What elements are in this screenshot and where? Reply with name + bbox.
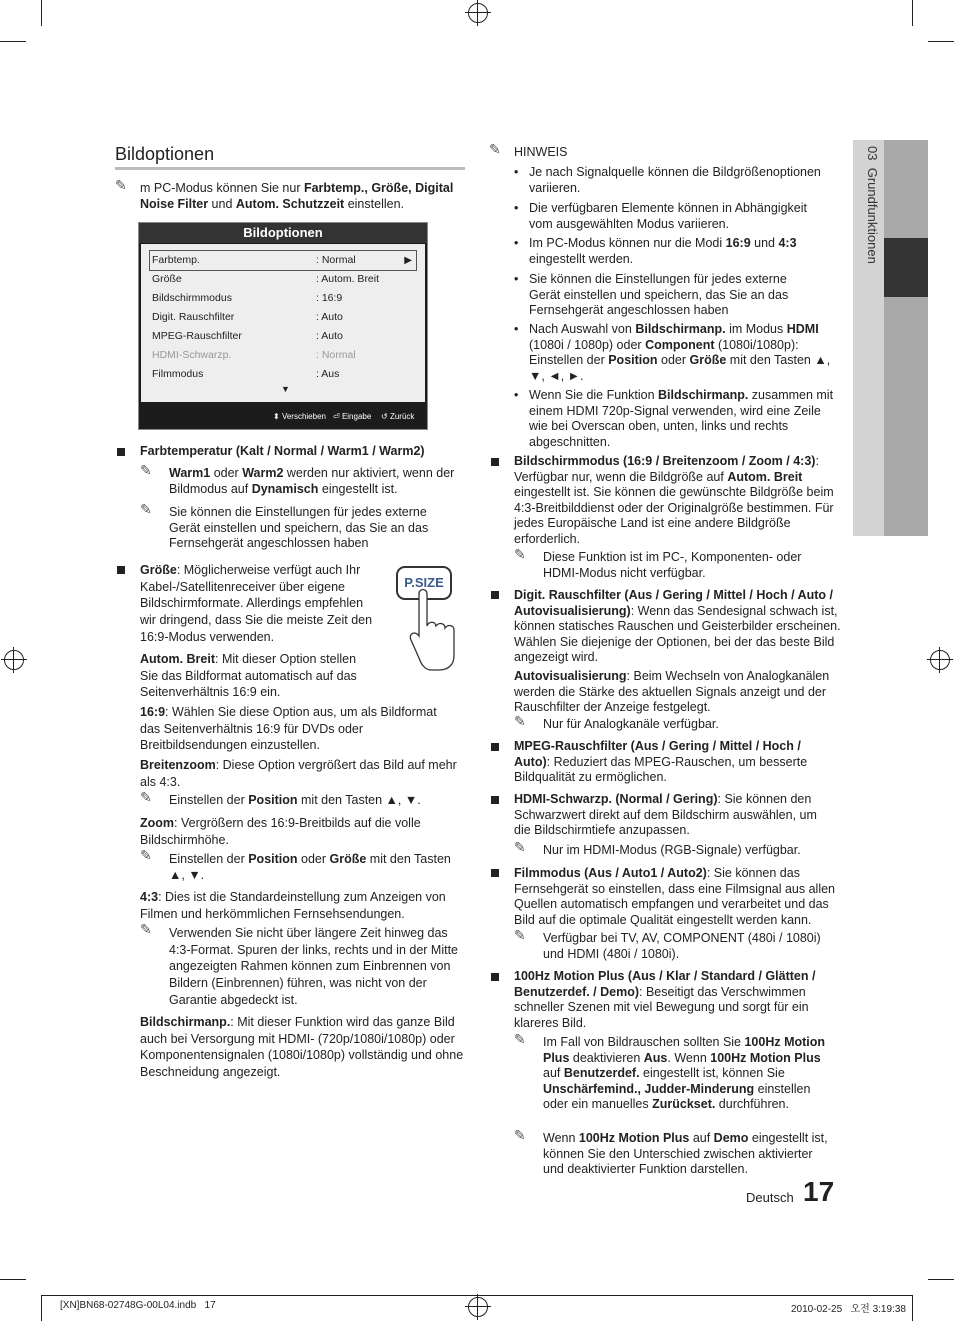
side-tab-marker [884, 140, 928, 536]
menu-item-farbtemp[interactable]: Farbtemp. : Normal ▶ [149, 250, 417, 271]
hinweis-heading: HINWEIS [514, 145, 568, 159]
bullet-square [491, 591, 499, 599]
filmmodus-note: Verfügbar bei TV, AV, COMPONENT (480i / 1080i) und HDMI (480i / 1080i). [543, 931, 821, 961]
bullet-square [491, 796, 499, 804]
side-tab-active [884, 238, 928, 297]
chapter-title: Grundfunktionen [865, 167, 880, 264]
hinweis-bullet: • [514, 388, 519, 402]
mode-43-text: 4:3: Dies ist die Standardeinstellung zum Anzeigen von Filmen und herkömmlichen Fernsehsendungen. [140, 890, 446, 921]
note-icon: ✎ [140, 921, 152, 937]
bildschirmmodus-note: Diese Funktion ist im PC-, Komponenten- oder HDMI-Modus nicht verfügbar. [543, 550, 802, 580]
crop-mark [928, 1279, 954, 1280]
menu-item-mpeg-rauschfilter[interactable]: MPEG-Rauschfilter : Auto [152, 330, 343, 342]
farbtemp-heading: Farbtemperatur (Kalt / Normal / Warm1 / Warm2) [140, 444, 425, 458]
mode-169-text: 16:9: Wählen Sie diese Option aus, um als Bildformat das Seitenverhältnis 16:9 für DVDs oder Breitbildsendungen einzustellen. [140, 705, 437, 753]
hinweis-text: Im PC-Modus können nur die Modi 16:9 und 4:3 eingestellt werden. [529, 236, 797, 266]
registration-mark-icon [4, 650, 24, 670]
bildschirmmodus-text: Bildschirmmodus (16:9 / Breitenzoom / Zoom / 4:3): Verfügbar nur, wenn die Bildgröße auf Autom. Breit eingestellt ist. Sie können die gewünschte Bildgröße beim 4:3-Breitbilddienst oder der Originalgröße bestimmen. Für jedes Europäische Land ist eine andere Bildgröße erforderlich. [514, 454, 834, 546]
note-icon: ✎ [514, 1127, 526, 1143]
menu-item-groesse[interactable]: Größe : Autom. Breit [152, 273, 380, 285]
zoom-note: Einstellen der Position oder Größe mit den Tasten ▲, ▼. [169, 852, 451, 882]
groesse-text: Größe: Möglicherweise verfügt auch Ihr Kabel-/Satellitenreceiver über eigene Bildschirmformate. Allerdings empfehlen wir dringend, dass Sie die meiste Zeit den 16:9-Modus verwenden. [140, 563, 373, 644]
note-icon: ✎ [489, 141, 501, 157]
osd-menu-footer: ⬍ Verschieben ⏎ Eingabe ↺ Zurück [273, 412, 415, 421]
hinweis-text: Sie können die Einstellungen für jedes externe Gerät einstellen und speichern, das Sie an das Fernsehgerät angeschlossen haben [529, 272, 789, 317]
hinweis-bullet: • [514, 272, 519, 286]
bullet-square [117, 566, 125, 574]
osd-menu-title: Bildoptionen [139, 223, 427, 243]
breitenzoom-note: Einstellen der Position mit den Tasten ▲, ▼. [169, 793, 421, 807]
registration-mark-icon [468, 3, 488, 23]
note-icon: ✎ [140, 847, 152, 863]
page-title: Bildoptionen [115, 144, 215, 164]
note-icon: ✎ [514, 1031, 526, 1047]
hdmi-schwarzp-note: Nur im HDMI-Modus (RGB-Signale) verfügbar. [543, 843, 801, 857]
crop-mark [41, 1295, 42, 1321]
autom-breit-text: Autom. Breit: Mit dieser Option stellen Sie das Bildformat automatisch auf das Seitenverhältnis 16:9 ein. [140, 652, 357, 700]
autovisualisierung-note: Nur für Analogkanäle verfügbar. [543, 717, 719, 731]
motion-plus-note-1: Im Fall von Bildrauschen sollten Sie 100Hz Motion Plus deaktivieren Aus. Wenn 100Hz Motion Plus auf Benutzerdef. eingestellt ist, können Sie Unschärfemind., Judder-Minderung einstellen oder ein manuelles Zurückset. durchführen. [543, 1035, 826, 1111]
psize-button-illustration [395, 566, 470, 672]
crop-mark [912, 0, 913, 26]
osd-menu [138, 222, 428, 430]
farbtemp-note-2: Sie können die Einstellungen für jedes externe Gerät einstellen und speichern, das Sie an das Fernsehgerät angeschlossen haben [169, 505, 429, 550]
crop-mark [0, 41, 26, 42]
psize-button-label: P.SIZE [396, 566, 452, 600]
bullet-square [491, 743, 499, 751]
crop-mark [41, 0, 42, 26]
arrow-right-icon: ▶ [404, 255, 412, 266]
menu-item-digit-rauschfilter[interactable]: Digit. Rauschfilter : Auto [152, 311, 343, 323]
menu-item-filmmodus[interactable]: Filmmodus : Aus [152, 368, 340, 380]
menu-item-bildschirmmodus[interactable]: Bildschirmmodus : 16:9 [152, 292, 343, 304]
hinweis-bullet: • [514, 322, 519, 336]
osd-menu-body [141, 244, 425, 402]
bullet-square [491, 458, 499, 466]
hdmi-schwarzp-text: HDMI-Schwarzp. (Normal / Gering): Sie können den Schwarzwert direkt auf dem Bildschirm auswählen, um die Bildschirmtiefe anzupassen. [514, 792, 817, 837]
crop-mark [928, 41, 954, 42]
chapter-number: 03 [865, 146, 880, 161]
hinweis-text: Wenn Sie die Funktion Bildschirmanp. zusammen mit einem HDMI 720p-Signal verwenden, wird eine Zeile wie bei Overscan oben, unten, links und rechts abgeschnitten. [529, 388, 834, 449]
crop-mark [912, 1295, 913, 1321]
page-number: 17 [803, 1176, 835, 1207]
mode-43-note: Verwenden Sie nicht über längere Zeit hinweg das 4:3-Format. Spuren der links, rechts und in der Mitte angezeigten Rahmen können zum Einbrennen von Bildern (Einbrennen) führen, was nicht von der Garantie abgedeckt ist. [169, 926, 459, 1007]
registration-mark-icon [930, 650, 950, 670]
note-icon: ✎ [514, 546, 526, 562]
hinweis-bullet: • [514, 201, 519, 215]
note-icon: ✎ [140, 501, 152, 517]
note-icon: ✎ [514, 927, 526, 943]
title-rule [115, 167, 465, 170]
bildschirmanp-text: Bildschirmanp.: Mit dieser Funktion wird das ganze Bild auch bei Versorgung mit HDMI- (720p/1080i/1080p) oder Komponentensignalen (1080i/1080p) vollständig und ohne Beschneidung angezeigt. [140, 1015, 464, 1080]
note-icon: ✎ [514, 839, 526, 855]
note-icon: ✎ [115, 177, 127, 193]
hinweis-text: Je nach Signalquelle können die Bildgrößenoptionen variieren. [529, 165, 821, 195]
hinweis-text: Die verfügbaren Elemente können in Abhängigkeit vom ausgewählten Modus variieren. [529, 201, 807, 231]
note-icon: ✎ [140, 789, 152, 805]
mpeg-rauschfilter-text: MPEG-Rauschfilter (Aus / Gering / Mittel / Hoch / Auto): Reduziert das MPEG-Rauschen, um besserte Bildqualität zu ermöglichen. [514, 739, 808, 784]
bullet-square [117, 448, 125, 456]
farbtemp-note-1: Warm1 oder Warm2 werden nur aktiviert, wenn der Bildmodus auf Dynamisch eingestellt ist. [169, 466, 455, 496]
note-icon: ✎ [514, 713, 526, 729]
menu-item-hdmi-schwarzp: HDMI-Schwarzp. : Normal [152, 349, 356, 361]
hinweis-text: Nach Auswahl von Bildschirmanp. im Modus HDMI (1080i / 1080p) oder Component (1080i/1080p): Einstellen der Position oder Größe mit den Tasten ▲, ▼, ◄, ►. [529, 322, 831, 383]
digit-rauschfilter-text: Digit. Rauschfilter (Aus / Gering / Mittel / Hoch / Auto / Autovisualisierung): Wenn das Sendesignal schwach ist, können statisches Rauschen und Geisterbilder erscheinen. Wählen Sie diejenige der Optionen, bei der das beste Bild angezeigt wird. [514, 588, 841, 664]
filmmodus-text: Filmmodus (Aus / Auto1 / Auto2): Sie können das Fernsehgerät so einstellen, dass eine Filmsignal aus allen Quellen automatisch empfangen und verarbeitet und das Bild auf die optimale Qualität eingestellt werden kann. [514, 866, 836, 927]
registration-mark-icon [468, 1297, 488, 1317]
bullet-square [491, 869, 499, 877]
side-tab-label [862, 146, 882, 306]
autovisualisierung-text: Autovisualisierung: Beim Wechseln von Analogkanälen werden die Stärke des aktuellen Signals anzeigt und der Rauschfilter der Anzeige festgelegt. [514, 669, 830, 714]
crop-mark [0, 1279, 26, 1280]
footer-language: Deutsch [746, 1190, 794, 1205]
print-file-name: [XN]BN68-02748G-00L04.indb 17 [60, 1300, 216, 1311]
hinweis-bullet: • [514, 236, 519, 250]
print-date: 2010-02-25 오전 3:19:38 [791, 1304, 906, 1315]
hinweis-bullet: • [514, 165, 519, 179]
intro-note: m PC-Modus können Sie nur Farbtemp., Größe, Digital Noise Filter und Autom. Schutzzeit einstellen. [140, 181, 454, 211]
print-slug-line [41, 1295, 913, 1296]
zoom-text: Zoom: Vergrößern des 16:9-Breitbilds auf die volle Bildschirmhöhe. [140, 816, 421, 847]
bullet-square [491, 973, 499, 981]
scroll-down-icon[interactable]: ▼ [281, 384, 290, 394]
motion-plus-note-2: Wenn 100Hz Motion Plus auf Demo eingestellt ist, können Sie den Unterschied zwischen aktivierter und deaktivierter Funktion darstellen. [543, 1131, 828, 1176]
note-icon: ✎ [140, 462, 152, 478]
motion-plus-text: 100Hz Motion Plus (Aus / Klar / Standard / Glätten / Benutzerdef. / Demo): Beseitigt das Verschwimmen schneller Szenen mit viel Bewegung und sorgt für ein klareres Bild. [514, 969, 816, 1030]
breitenzoom-text: Breitenzoom: Diese Option vergrößert das Bild auf mehr als 4:3. [140, 758, 457, 789]
hand-pointer-icon [395, 566, 470, 672]
